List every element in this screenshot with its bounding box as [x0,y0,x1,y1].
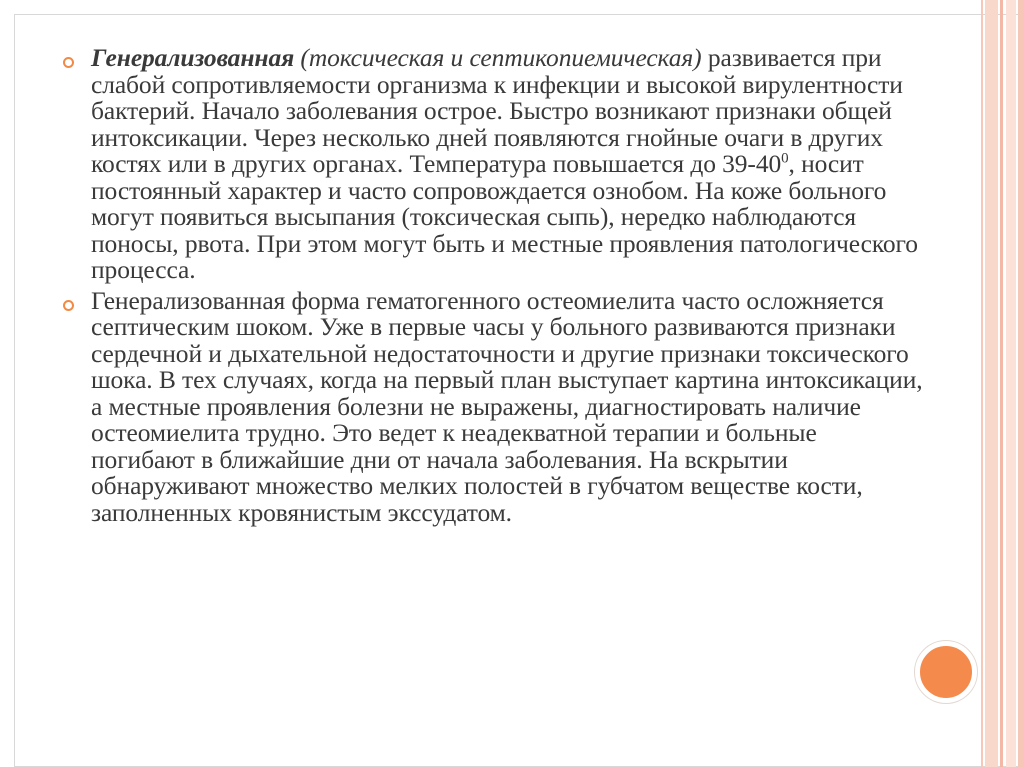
bullet-marker-icon [63,57,74,68]
decor-stripe [1000,0,1003,767]
term-bold: Генерализованная [91,43,295,72]
decor-stripe [981,0,983,767]
bullet-text [91,45,923,284]
bullet-item [63,285,923,527]
paragraph-text: , носит постоянный характер и часто сопровождается ознобом. На коже больного могут появиться высыпания (токсическая сыпь), нередко наблюдаются поносы, рвота. При этом могут быть и местные проявления патологического процесса. [91,149,918,284]
decor-stripe [1006,0,1016,767]
term-qualifier: (токсическая и септикопиемическая) [300,43,702,72]
slide-content [63,45,923,530]
bullet-item [63,45,923,284]
bullet-marker-icon [63,300,74,311]
superscript: 0 [781,150,789,167]
bullet-text: Генерализованная форма гематогенного остеомиелита часто осложняется септическим шоком. Уже в первые часы у больного развиваются признаки сердечной и дыхательной недостаточности и другие признаки токсического шока. В тех случаях, когда на первый план выступает картина интоксикации, а местные проявления болезни не выражены, диагностировать наличие остеомиелита трудно. Это ведет к неадекватной терапии и больные погибают в ближайшие дни от начала заболевания. На вскрытии обнаруживают множество мелких полостей в губчатом веществе кости, заполненных кровянистым экссудатом. [91,285,923,527]
decor-circle-icon [915,641,977,703]
paragraph-text: развивается при слабой сопротивляемости организма к инфекции и высокой вирулентности бактерий. Начало заболевания острое. Быстро возникают признаки общей интоксикации. Через несколько дней появляются гнойные очаги в других костях или в других органах. Температура повышается до 39-40 [91,43,903,178]
decor-stripe [985,0,998,767]
decor-stripe [1018,0,1024,767]
